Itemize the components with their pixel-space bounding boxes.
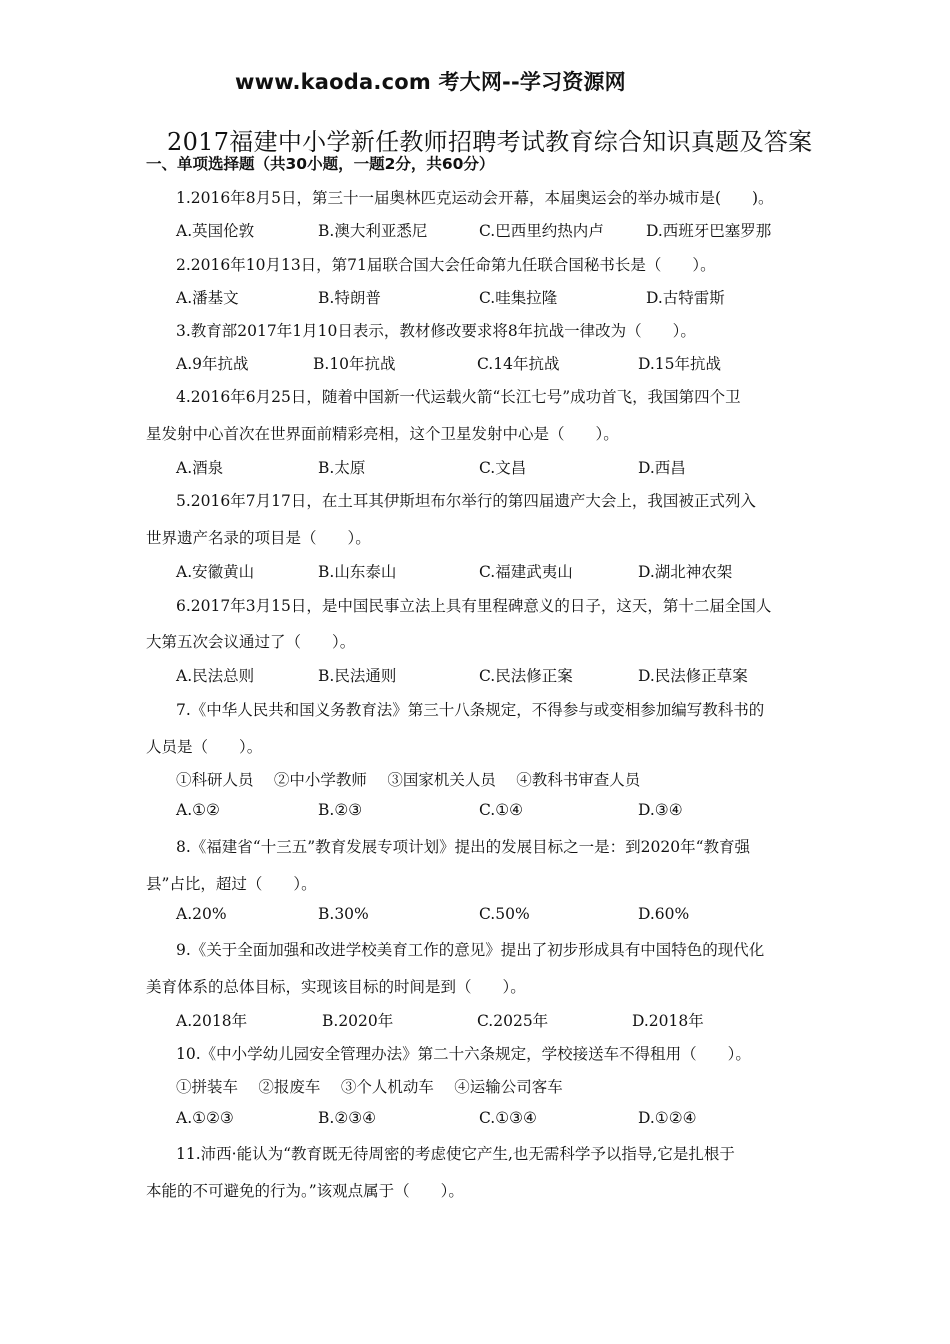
q10-option-d: D.①②④ — [638, 1109, 697, 1127]
q8-option-c: C.50% — [479, 905, 530, 923]
q5-option-d: D.湖北神农架 — [638, 563, 733, 581]
q7-option-a: A.①② — [176, 801, 220, 819]
q2-option-a: A.潘基文 — [176, 289, 239, 307]
section-heading: 一、单项选择题（共30小题，一题2分，共60分） — [146, 155, 495, 173]
question-10-items: ①拼装车 ②报废车 ③个人机动车 ④运输公司客车 — [176, 1078, 563, 1096]
question-5-line-2: 世界遗产名录的项目是（ ）。 — [146, 529, 371, 547]
q6-option-c: C.民法修正案 — [479, 667, 573, 685]
q5-option-a: A.安徽黄山 — [176, 563, 255, 581]
q5-option-b: B.山东泰山 — [318, 563, 397, 581]
question-11-line-1: 11.沛西·能认为“教育既无待周密的考虑使它产生,也无需科学予以指导,它是扎根于 — [176, 1145, 735, 1163]
question-2-line-1: 2.2016年10月13日，第71届联合国大会任命第九任联合国秘书长是（ ）。 — [176, 256, 716, 274]
q4-option-d: D.西昌 — [638, 459, 686, 477]
document-title: 2017福建中小学新任教师招聘考试教育综合知识真题及答案 — [167, 128, 813, 156]
q1-option-b: B.澳大利亚悉尼 — [318, 222, 428, 240]
q3-option-d: D.15年抗战 — [638, 355, 722, 373]
q4-option-b: B.太原 — [318, 459, 366, 477]
question-4-line-2: 星发射中心首次在世界面前精彩亮相，这个卫星发射中心是（ ）。 — [146, 425, 619, 443]
q4-option-a: A.酒泉 — [176, 459, 224, 477]
q6-option-a: A.民法总则 — [176, 667, 255, 685]
q2-option-b: B.特朗普 — [318, 289, 381, 307]
q2-option-c: C.哇集拉隆 — [479, 289, 558, 307]
q9-option-b: B.2020年 — [322, 1012, 394, 1030]
question-6-line-2: 大第五次会议通过了（ ）。 — [146, 633, 356, 651]
site-header: www.kaoda.com 考大网--学习资源网 — [235, 70, 626, 94]
q9-option-a: A.2018年 — [176, 1012, 248, 1030]
q1-option-a: A.英国伦敦 — [176, 222, 255, 240]
q3-option-c: C.14年抗战 — [477, 355, 560, 373]
q5-option-c: C.福建武夷山 — [479, 563, 573, 581]
q1-option-d: D.西班牙巴塞罗那 — [646, 222, 772, 240]
question-11-line-2: 本能的不可避免的行为。”该观点属于（ ）。 — [146, 1182, 464, 1200]
q3-option-b: B.10年抗战 — [313, 355, 396, 373]
question-1-line-1: 1.2016年8月5日，第三十一届奥林匹克运动会开幕，本届奥运会的举办城市是( )。 — [176, 189, 774, 207]
question-8-line-1: 8.《福建省“十三五”教育发展专项计划》提出的发展目标之一是：到2020年“教育强 — [176, 838, 751, 856]
question-10-line-1: 10.《中小学幼儿园安全管理办法》第二十六条规定，学校接送车不得租用（ ）。 — [176, 1045, 751, 1063]
q6-option-d: D.民法修正草案 — [638, 667, 748, 685]
q8-option-b: B.30% — [318, 905, 369, 923]
question-7-items: ①科研人员 ②中小学教师 ③国家机关人员 ④教科书审查人员 — [176, 771, 641, 789]
q7-option-b: B.②③ — [318, 801, 363, 819]
q9-option-c: C.2025年 — [477, 1012, 549, 1030]
q1-option-c: C.巴西里约热内卢 — [479, 222, 604, 240]
question-6-line-1: 6.2017年3月15日，是中国民事立法上具有里程碑意义的日子，这天，第十二届全国人 — [176, 597, 772, 615]
q8-option-d: D.60% — [638, 905, 690, 923]
q6-option-b: B.民法通则 — [318, 667, 397, 685]
q9-option-d: D.2018年 — [632, 1012, 704, 1030]
question-7-line-1: 7.《中华人民共和国义务教育法》第三十八条规定，不得参与或变相参加编写教科书的 — [176, 701, 765, 719]
q10-option-a: A.①②③ — [176, 1109, 234, 1127]
question-7-line-2: 人员是（ ）。 — [146, 738, 263, 756]
q10-option-b: B.②③④ — [318, 1109, 377, 1127]
question-8-line-2: 县”占比，超过（ ）。 — [146, 875, 317, 893]
q7-option-d: D.③④ — [638, 801, 683, 819]
q3-option-a: A.9年抗战 — [176, 355, 249, 373]
question-5-line-1: 5.2016年7月17日，在土耳其伊斯坦布尔举行的第四届遗产大会上，我国被正式列入 — [176, 492, 756, 510]
question-9-line-2: 美育体系的总体目标，实现该目标的时间是到（ ）。 — [146, 978, 526, 996]
q8-option-a: A.20% — [176, 905, 227, 923]
question-3-line-1: 3.教育部2017年1月10日表示，教材修改要求将8年抗战一律改为（ ）。 — [176, 322, 696, 340]
q4-option-c: C.文昌 — [479, 459, 527, 477]
q7-option-c: C.①④ — [479, 801, 524, 819]
question-4-line-1: 4.2016年6月25日，随着中国新一代运载火箭“长江七号”成功首飞，我国第四个卫 — [176, 388, 741, 406]
q2-option-d: D.古特雷斯 — [646, 289, 725, 307]
q10-option-c: C.①③④ — [479, 1109, 537, 1127]
question-9-line-1: 9.《关于全面加强和改进学校美育工作的意见》提出了初步形成具有中国特色的现代化 — [176, 941, 765, 959]
